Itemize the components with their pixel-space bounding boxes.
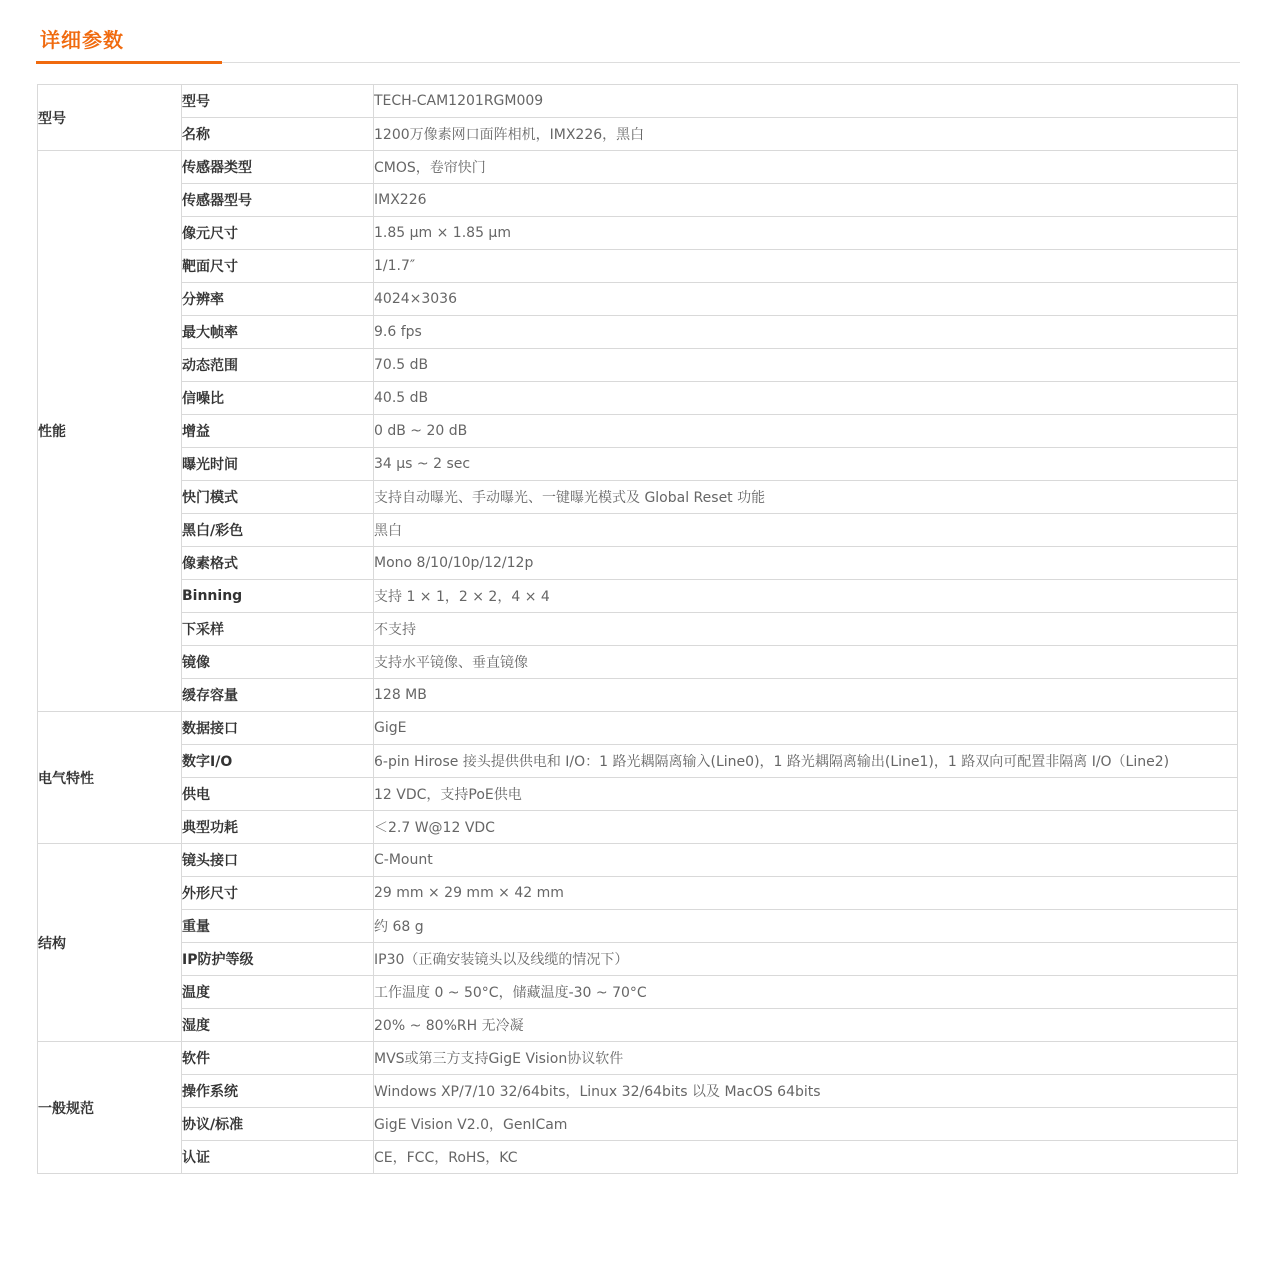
- spec-key: 数字I/O: [182, 745, 374, 778]
- spec-key: 认证: [182, 1141, 374, 1174]
- spec-value: Mono 8/10/10p/12/12p: [374, 547, 1238, 580]
- spec-key: 靶面尺寸: [182, 250, 374, 283]
- section-title-underline: [36, 61, 222, 64]
- spec-key: 重量: [182, 910, 374, 943]
- spec-value: 支持自动曝光、手动曝光、一键曝光模式及 Global Reset 功能: [374, 481, 1238, 514]
- spec-row: [38, 844, 1238, 877]
- spec-row: [38, 778, 1238, 811]
- spec-row: [38, 151, 1238, 184]
- spec-value: 黑白: [374, 514, 1238, 547]
- spec-row: [38, 481, 1238, 514]
- spec-value: 4024×3036: [374, 283, 1238, 316]
- spec-row: [38, 646, 1238, 679]
- spec-key: IP防护等级: [182, 943, 374, 976]
- spec-row: [38, 1141, 1238, 1174]
- spec-value: GigE Vision V2.0，GenICam: [374, 1108, 1238, 1141]
- spec-value: 约 68 g: [374, 910, 1238, 943]
- spec-value: CE，FCC，RoHS，KC: [374, 1141, 1238, 1174]
- spec-value: 支持 1 × 1，2 × 2，4 × 4: [374, 580, 1238, 613]
- spec-value: 0 dB ~ 20 dB: [374, 415, 1238, 448]
- spec-row: [38, 547, 1238, 580]
- spec-row: [38, 349, 1238, 382]
- spec-value: 不支持: [374, 613, 1238, 646]
- spec-value: 128 MB: [374, 679, 1238, 712]
- spec-key: 名称: [182, 118, 374, 151]
- spec-table-body: [38, 85, 1238, 1174]
- spec-row: [38, 316, 1238, 349]
- spec-key: 下采样: [182, 613, 374, 646]
- spec-key: 快门模式: [182, 481, 374, 514]
- spec-group-label: 一般规范: [38, 1042, 182, 1174]
- spec-row: [38, 382, 1238, 415]
- spec-row: [38, 580, 1238, 613]
- spec-row: [38, 514, 1238, 547]
- spec-value: 1/1.7″: [374, 250, 1238, 283]
- spec-value: 9.6 fps: [374, 316, 1238, 349]
- spec-row: [38, 712, 1238, 745]
- spec-row: [38, 811, 1238, 844]
- spec-table: [37, 84, 1238, 1174]
- spec-row: [38, 877, 1238, 910]
- spec-row: [38, 217, 1238, 250]
- spec-value: 支持水平镜像、垂直镜像: [374, 646, 1238, 679]
- spec-value: IMX226: [374, 184, 1238, 217]
- spec-key: 数据接口: [182, 712, 374, 745]
- spec-key: 协议/标准: [182, 1108, 374, 1141]
- spec-key: 传感器型号: [182, 184, 374, 217]
- spec-key: 曝光时间: [182, 448, 374, 481]
- spec-value: MVS或第三方支持GigE Vision协议软件: [374, 1042, 1238, 1075]
- spec-key: 供电: [182, 778, 374, 811]
- spec-key: 黑白/彩色: [182, 514, 374, 547]
- spec-row: [38, 613, 1238, 646]
- spec-row: [38, 679, 1238, 712]
- spec-key: 信噪比: [182, 382, 374, 415]
- spec-value: 34 μs ~ 2 sec: [374, 448, 1238, 481]
- spec-row: [38, 910, 1238, 943]
- spec-value: TECH-CAM1201RGM009: [374, 85, 1238, 118]
- spec-value: 12 VDC，支持PoE供电: [374, 778, 1238, 811]
- spec-value: 6-pin Hirose 接头提供供电和 I/O：1 路光耦隔离输入(Line0)，1 路光耦隔离输出(Line1)，1 路双向可配置非隔离 I/O（Line2): [374, 745, 1238, 778]
- spec-group-label: 电气特性: [38, 712, 182, 844]
- spec-row: [38, 448, 1238, 481]
- spec-row: [38, 1075, 1238, 1108]
- spec-row: [38, 118, 1238, 151]
- spec-row: [38, 415, 1238, 448]
- spec-key: 像元尺寸: [182, 217, 374, 250]
- spec-value: 70.5 dB: [374, 349, 1238, 382]
- spec-key: 像素格式: [182, 547, 374, 580]
- spec-key: 镜像: [182, 646, 374, 679]
- spec-row: [38, 1108, 1238, 1141]
- spec-row: [38, 1042, 1238, 1075]
- spec-key: 传感器类型: [182, 151, 374, 184]
- spec-key: Binning: [182, 580, 374, 613]
- spec-value: 1200万像素网口面阵相机，IMX226，黑白: [374, 118, 1238, 151]
- spec-key: 分辨率: [182, 283, 374, 316]
- spec-key: 型号: [182, 85, 374, 118]
- spec-key: 最大帧率: [182, 316, 374, 349]
- spec-key: 软件: [182, 1042, 374, 1075]
- spec-value: Windows XP/7/10 32/64bits，Linux 32/64bits 以及 MacOS 64bits: [374, 1075, 1238, 1108]
- spec-value: 工作温度 0 ~ 50°C，储藏温度-30 ~ 70°C: [374, 976, 1238, 1009]
- spec-value: GigE: [374, 712, 1238, 745]
- spec-value: 40.5 dB: [374, 382, 1238, 415]
- spec-key: 缓存容量: [182, 679, 374, 712]
- spec-value: C-Mount: [374, 844, 1238, 877]
- spec-key: 增益: [182, 415, 374, 448]
- spec-value: IP30（正确安装镜头以及线缆的情况下）: [374, 943, 1238, 976]
- spec-row: [38, 976, 1238, 1009]
- spec-key: 典型功耗: [182, 811, 374, 844]
- spec-key: 温度: [182, 976, 374, 1009]
- spec-row: [38, 1009, 1238, 1042]
- spec-key: 外形尺寸: [182, 877, 374, 910]
- spec-value: 20% ~ 80%RH 无冷凝: [374, 1009, 1238, 1042]
- spec-group-label: 型号: [38, 85, 182, 151]
- spec-row: [38, 184, 1238, 217]
- section-header: [36, 22, 1240, 63]
- spec-group-label: 结构: [38, 844, 182, 1042]
- spec-value: ＜2.7 W@12 VDC: [374, 811, 1238, 844]
- spec-value: 29 mm × 29 mm × 42 mm: [374, 877, 1238, 910]
- spec-key: 操作系统: [182, 1075, 374, 1108]
- spec-row: [38, 85, 1238, 118]
- spec-row: [38, 283, 1238, 316]
- spec-key: 湿度: [182, 1009, 374, 1042]
- spec-key: 动态范围: [182, 349, 374, 382]
- spec-row: [38, 745, 1238, 778]
- spec-key: 镜头接口: [182, 844, 374, 877]
- spec-value: 1.85 µm × 1.85 µm: [374, 217, 1238, 250]
- spec-group-label: 性能: [38, 151, 182, 712]
- spec-row: [38, 250, 1238, 283]
- spec-value: CMOS，卷帘快门: [374, 151, 1238, 184]
- section-title: 详细参数: [40, 28, 124, 52]
- spec-row: [38, 943, 1238, 976]
